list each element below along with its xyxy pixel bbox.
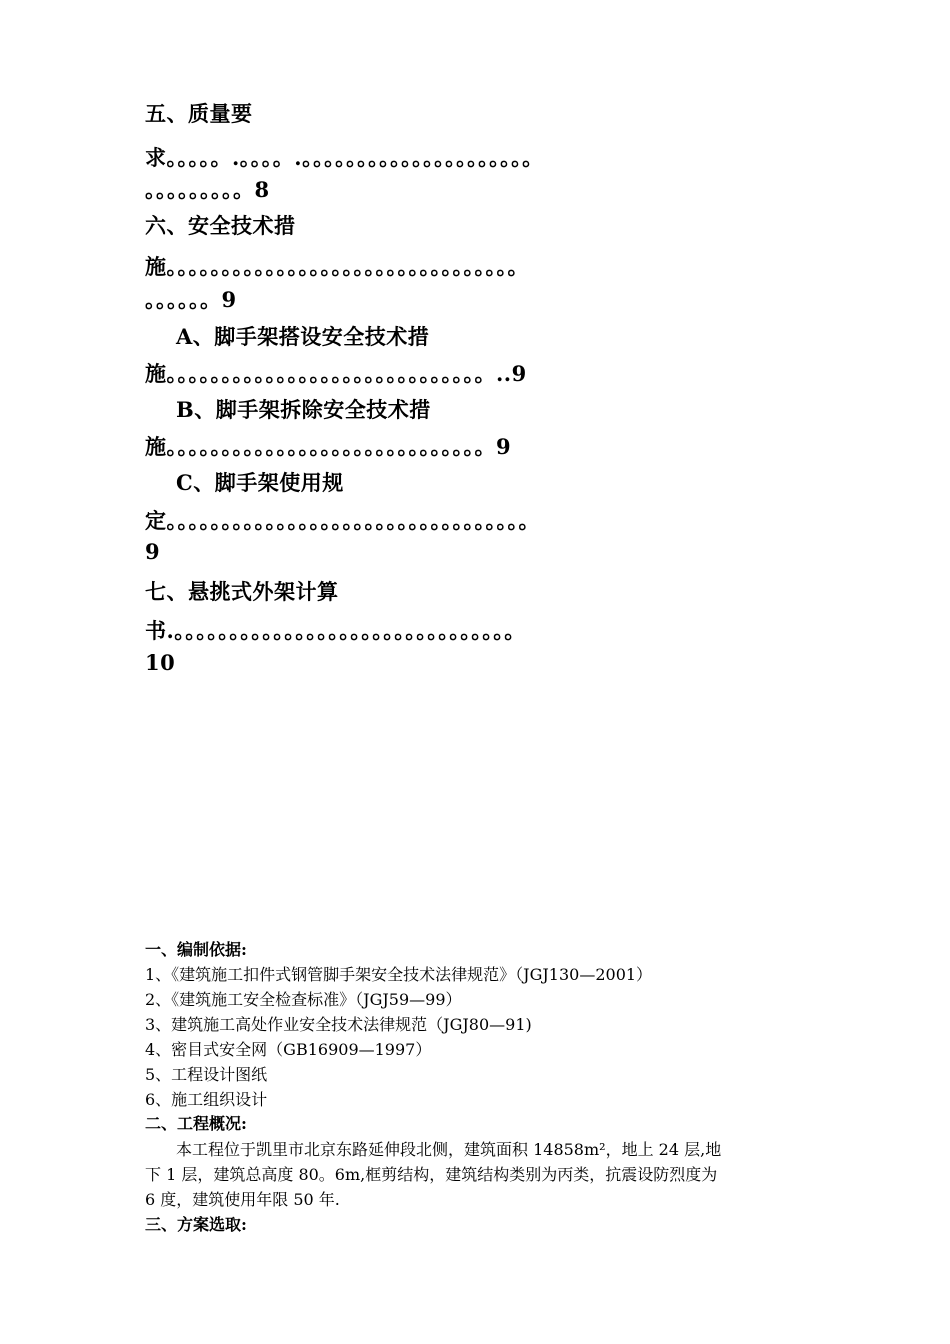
toc-entry-6a-title: A、脚手架搭设安全技术措: [176, 324, 430, 349]
toc-entry-7-title: 七、悬挑式外架计算: [145, 579, 339, 604]
overview-paragraph-line: 本工程位于凯里市北京东路延伸段北侧，建筑面积 14858m²，地上 24 层,地: [176, 1140, 722, 1159]
toc-entry-5-title: 五、质量要: [145, 101, 253, 126]
basis-item: 6、施工组织设计: [145, 1090, 268, 1109]
section-heading-overview: 二、工程概况:: [145, 1114, 247, 1133]
toc-entry-7-leader: 书.。。。。。。。。。。。。。。。。。。。。。。。。。。。。。。。: [145, 618, 526, 643]
basis-item: 5、工程设计图纸: [145, 1065, 268, 1084]
toc-entry-6c-title: C、脚手架使用规: [176, 470, 344, 495]
overview-paragraph-line: 6 度，建筑使用年限 50 年.: [145, 1190, 340, 1209]
toc-entry-6-title: 六、安全技术措: [145, 213, 296, 238]
basis-item: 4、密目式安全网（GB16909—1997）: [145, 1040, 432, 1059]
basis-item: 1、《建筑施工扣件式钢管脚手架安全技术法律规范》（JGJ130—2001）: [145, 965, 653, 984]
toc-entry-6-leader: 施。。。。。。。。。。。。。。。。。。。。。。。。。。。。。。。。: [145, 254, 529, 279]
overview-paragraph-line: 下 1 层，建筑总高度 80。6m,框剪结构，建筑结构类别为丙类，抗震设防烈度为: [145, 1165, 718, 1184]
toc-entry-6-page: 。。。。。。9: [145, 287, 237, 312]
toc-entry-6c-leader: 定。。。。。。。。。。。。。。。。。。。。。。。。。。。。。。。。。: [145, 508, 540, 533]
toc-entry-6b-title: B、脚手架拆除安全技术措: [176, 397, 431, 422]
basis-item: 2、《建筑施工安全检查标准》（JGJ59—99）: [145, 990, 462, 1009]
toc-entry-6a-leader: 施。。。。。。。。。。。。。。。。。。。。。。。。。。。。。..9: [145, 361, 527, 386]
toc-entry-7-page: 10: [145, 650, 176, 675]
section-heading-basis: 一、编制依据:: [145, 940, 247, 959]
toc-entry-6c-page: 9: [145, 539, 161, 564]
toc-entry-5-page: 。。。。。。。。。8: [145, 177, 270, 202]
toc-entry-6b-leader: 施。。。。。。。。。。。。。。。。。。。。。。。。。。。。。9: [145, 434, 512, 459]
section-heading-plan: 三、方案选取:: [145, 1215, 247, 1234]
toc-entry-5-leader: 求。。。。。.。。。。.。。。。。。。。。。。。。。。。。。。。。: [145, 145, 544, 170]
basis-item: 3、建筑施工高处作业安全技术法律规范（JGJ80—91): [145, 1015, 532, 1034]
